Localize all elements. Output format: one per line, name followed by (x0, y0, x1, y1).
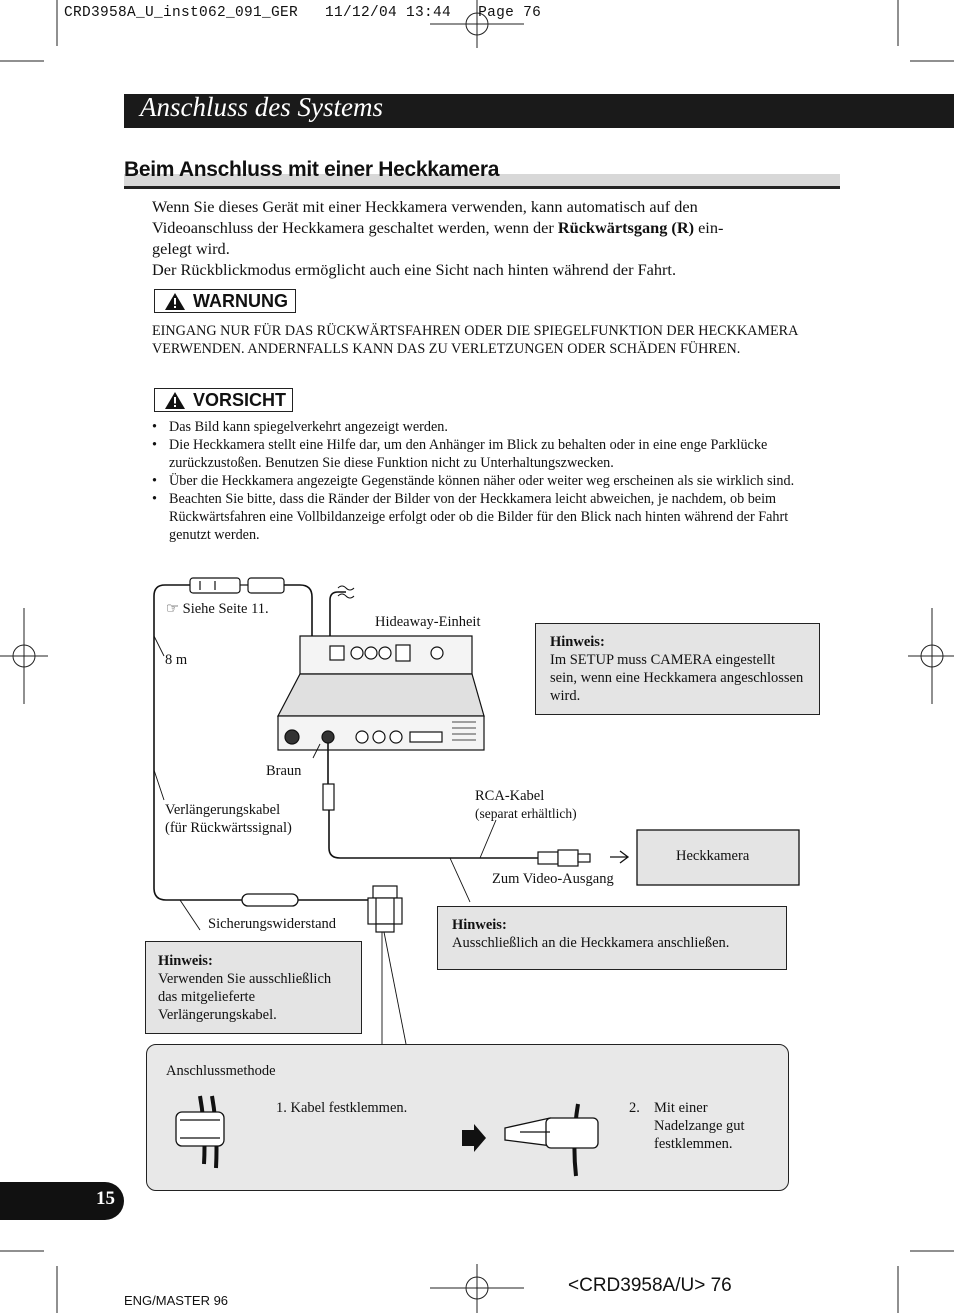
hideaway-label: Hideaway-Einheit (375, 614, 481, 630)
camera-label: Heckkamera (676, 848, 750, 864)
page-number: 15 (96, 1188, 115, 1209)
intro-line: Videoanschluss der Heckkamera geschaltet werden, wenn der Rückwärtsgang (R) ein- (152, 218, 724, 237)
list-item: • Über die Heckkamera angezeigte Gegenstände können näher oder weiter weg erscheinen als sie wirklich sind. (152, 472, 822, 490)
section-title: Beim Anschluss mit einer Heckkamera (124, 158, 500, 181)
rca-label: RCA-Kabel (separat erhältlich) (475, 788, 577, 821)
list-item: • Beachten Sie bitte, dass die Ränder der Bilder von der Heckkamera leicht abweichen, je nachdem, ob beim Rückwärtsfahren eine Vollbildanzeige erfolgt oder ob die Bilder für den Blick nach hinten während der Fahrt genutzt werden. (152, 490, 822, 544)
list-item: • Die Heckkamera stellt eine Hilfe dar, um den Anhänger im Blick zu behalten oder in eine enge Parklücke zurückzustoßen. Benutzen Sie diese Funktion nicht zu Unterhaltungszwecken. (152, 436, 822, 472)
warning-text: EINGANG NUR FÜR DAS RÜCKWÄRTSFAHREN ODER DIE SPIEGELFUNKTION DER HECKKAMERA VERWENDEN. ANDERNFALLS KANN DAS ZU VERLETZUNGEN ODER SCHÄDEN FÜHREN. (152, 323, 798, 357)
note-extension: Hinweis: Verwenden Sie ausschließlich das mitgelieferte Verlängerungskabel. (145, 941, 362, 1034)
footer-master: ENG/MASTER 96 (124, 1293, 229, 1308)
method-step1: 1. Kabel festklemmen. (276, 1100, 408, 1116)
print-header: CRD3958A_U_inst062_091_GER 11/12/04 13:44 Page 76 (64, 5, 542, 21)
fuse-label: Sicherungswiderstand (208, 916, 337, 932)
method-step2: Mit einer Nadelzange gut festklemmen. (654, 1100, 745, 1152)
intro-line: gelegt wird. (152, 239, 230, 258)
intro-line: Wenn Sie dieses Gerät mit einer Heckkamera verwenden, kann automatisch auf den (152, 197, 698, 216)
note-camera: Hinweis: Ausschließlich an die Heckkamera anschließen. (437, 906, 787, 970)
extension-label: Verlängerungskabel (für Rückwärtssignal) (165, 802, 292, 836)
reverse-gear: Rückwärtsgang (R) (557, 218, 695, 237)
method-title: Anschlussmethode (166, 1063, 276, 1079)
list-item: • Das Bild kann spiegelverkehrt angezeigt werden. (152, 418, 822, 436)
method-step2-number: 2. (629, 1100, 640, 1116)
intro-line: Der Rückblickmodus ermöglicht auch eine Sicht nach hinten während der Fahrt. (152, 260, 677, 279)
video-out-label: Zum Video-Ausgang (492, 871, 614, 887)
cable-length-label: 8 m (165, 652, 188, 668)
caution-label: VORSICHT (193, 389, 287, 410)
arrow-right-icon (462, 1124, 486, 1152)
note-setup: Hinweis: Im SETUP muss CAMERA eingestellt sein, wenn eine Heckkamera angeschlossen wird. (535, 623, 820, 715)
warning-label: WARNUNG (193, 290, 288, 311)
footer-code: <CRD3958A/U> 76 (568, 1275, 732, 1296)
brown-label: Braun (266, 763, 302, 779)
see-page-label: ☞ Siehe Seite 11. (166, 601, 269, 617)
chapter-title: Anschluss des Systems (140, 92, 383, 122)
